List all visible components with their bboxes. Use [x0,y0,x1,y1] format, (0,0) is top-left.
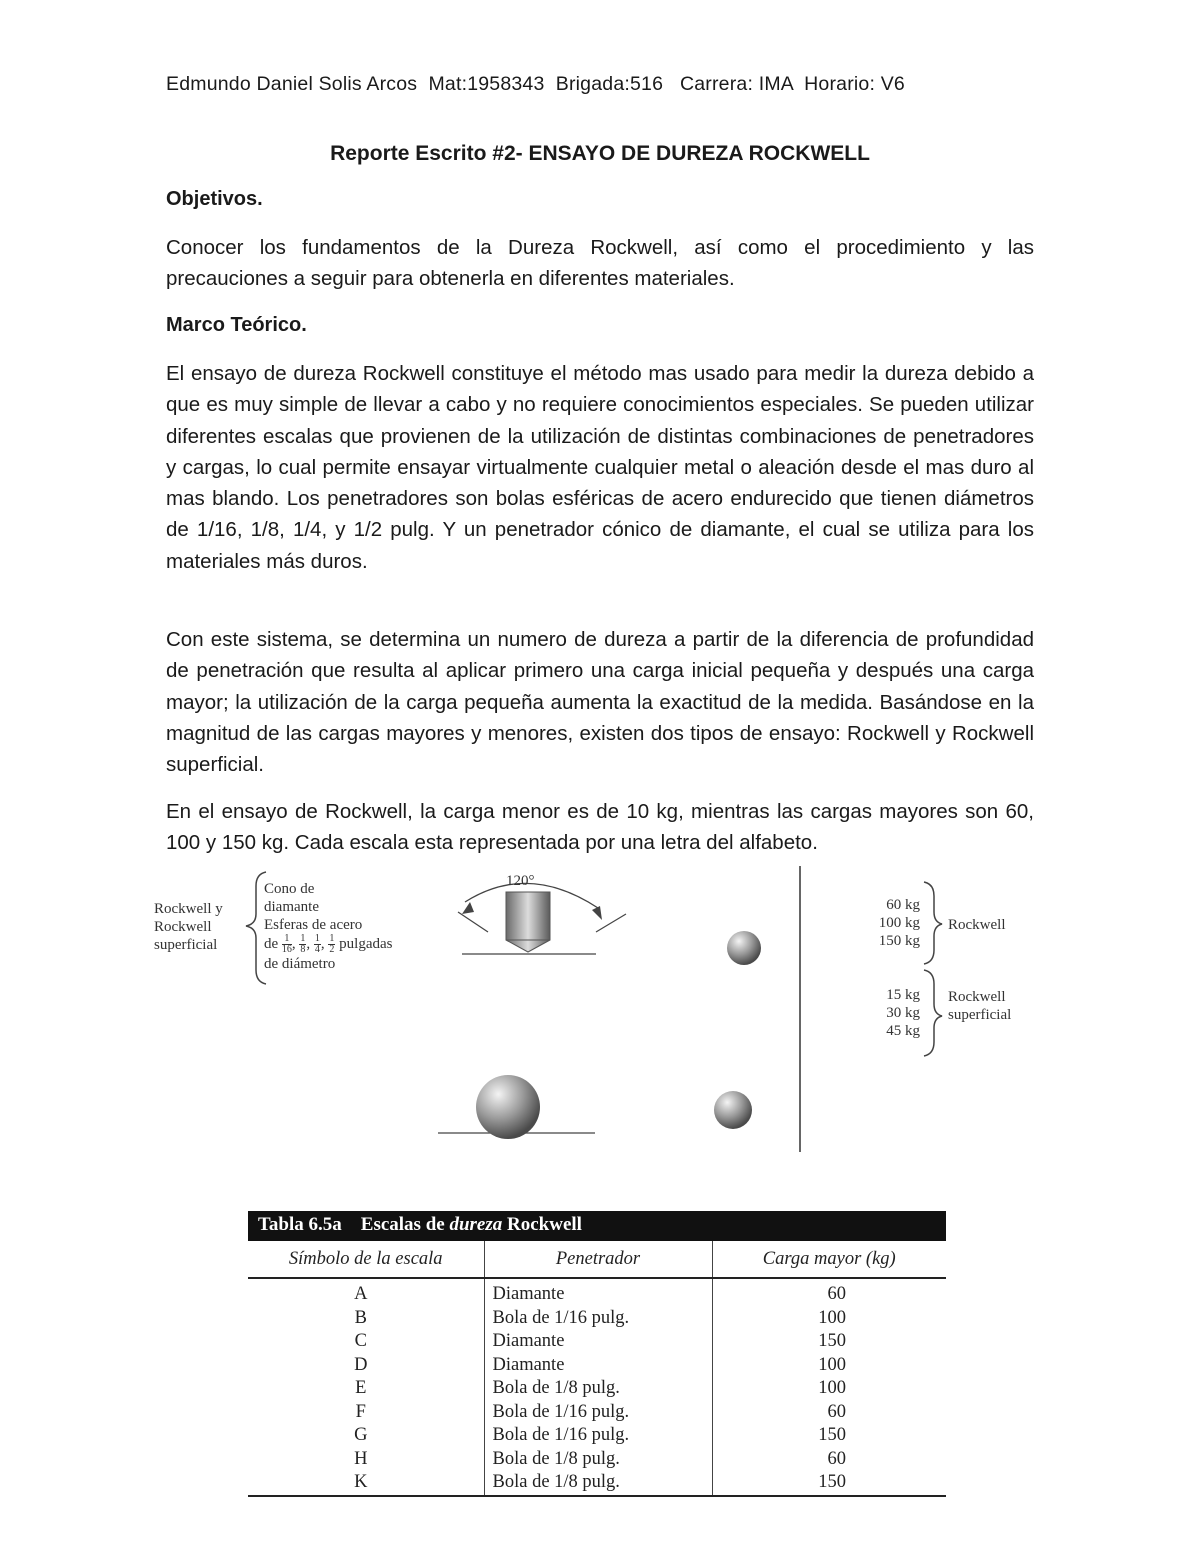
marco-paragraph-1: El ensayo de dureza Rockwell constituye el método mas usado para medir la dureza debido a que es muy simple de llevar a cabo y no requiere conocimientos especiales. Se pueden utilizar diferentes escalas que provienen de la utilización de distintas combinaciones de penetradores y cargas, lo cual permite ensayar virtualmente cualquier metal o aleación desde el mas duro al mas blando. Los penetradores son bolas esféricas de acero endurecido que tienen diámetros de 1/16, 1/8, 1/4, y 1/2 pulg. Y un penetrador cónico de diamante, el cual se utiliza para los materiales más duros. [166,362,1034,573]
fraction-1-16: $\frac{1}{16}$ [281,933,292,955]
table-row [248,1278,946,1307]
table-row [248,1307,946,1331]
superficial-load-15: 15 kg [886,987,920,1003]
penetrator-cell: Bola de 1/16 pulg. [484,1424,712,1448]
header-symbol: Símbolo de la escala [248,1241,484,1278]
load-cell: 150 [712,1424,946,1448]
superficial-load-45: 45 kg [886,1023,920,1039]
penetrator-cell: Bola de 1/16 pulg. [484,1401,712,1425]
figure-left-label [154,900,223,954]
table-caption-pre: Escalas de [360,1214,450,1235]
penetrator-cell: Diamante [484,1330,712,1354]
table-row [248,1471,946,1496]
superficial-label-1: Rockwell [948,989,1006,1005]
fraction-1-4: $\frac{1}{4}$ [314,933,320,955]
penetrator-cell: Diamante [484,1278,712,1307]
header-penetrator: Penetrador [484,1241,712,1278]
fractions-line: de $\frac{1}{16}$ , $\frac{1}{8}$ , $\frac{1}{4}$ , $\frac{1}{2}$ pulgadas [264,933,393,955]
angle-label: 120° [506,873,535,889]
table-body [248,1278,946,1496]
load-cell: 60 [712,1401,946,1425]
rockwell-load-60: 60 kg [886,897,920,913]
cone-label-2: diamante [264,899,319,915]
table-header-row [248,1241,946,1278]
scale-symbol-cell: H [354,1448,368,1469]
scale-symbol-cell: K [354,1472,368,1492]
medium-ball [714,1091,752,1129]
scale-symbol-cell: C [354,1331,367,1351]
left-label-line-1: Rockwell y [154,901,223,917]
penetrator-cell: Bola de 1/8 pulg. [484,1377,712,1401]
penetrator-cell: Bola de 1/8 pulg. [484,1448,712,1472]
rockwell-figure [140,862,1040,1162]
left-label-line-3: superficial [154,937,218,953]
rockwell-brace [924,882,942,964]
small-ball-top [727,931,761,965]
rockwell-load-150: 150 kg [878,933,920,949]
pulgadas-label: pulgadas [339,935,393,952]
table-row [248,1377,946,1401]
left-brace [246,872,266,984]
scale-symbol-cell: D [354,1354,368,1375]
table-caption-post: Rockwell [502,1214,582,1235]
table-row [248,1448,946,1472]
marco-teorico-heading: Marco Teórico. [166,314,307,336]
scale-symbol-cell: A [354,1284,368,1304]
rockwell-type-label: Rockwell [948,917,1006,933]
load-cell: 100 [712,1377,946,1401]
table-caption-italic: dureza [449,1214,503,1235]
large-ball [438,1075,595,1139]
load-cell: 150 [712,1471,946,1496]
penetrator-cell: Bola de 1/16 pulg. [484,1307,712,1331]
diametro-label: de diámetro [264,956,336,972]
student-info-line: Edmundo Daniel Solis Arcos Mat:1958343 Brigada:516 Carrera: IMA Horario: V6 [166,73,905,95]
rockwell-scales-table [248,1211,946,1497]
de-label: de [264,935,279,952]
rockwell-load-100: 100 kg [878,915,920,931]
scale-symbol-cell: F [355,1401,366,1422]
table-row [248,1401,946,1425]
cone-label-1: Cono de [264,881,315,897]
table-row [248,1354,946,1378]
load-cell: 60 [712,1448,946,1472]
table-caption [248,1211,946,1241]
spheres-label: Esferas de acero [264,917,363,933]
superficial-brace [924,970,942,1056]
marco-paragraph-3: En el ensayo de Rockwell, la carga menor es de 10 kg, mientras las cargas mayores son 60, 100 y 150 kg. Cada escala esta representada por una letra del alfabeto. [166,800,1034,855]
header-load: Carga mayor (kg) [712,1241,946,1278]
table-row [248,1424,946,1448]
table-caption-number: Tabla 6.5a [258,1214,342,1235]
scales-table [248,1241,946,1497]
objetivos-heading: Objetivos. [166,188,263,210]
scale-symbol-cell: G [354,1425,368,1445]
load-cell: 100 [712,1354,946,1378]
scale-symbol-cell: B [354,1307,367,1328]
load-cell: 150 [712,1330,946,1354]
superficial-loads [872,986,920,1040]
rockwell-loads [872,896,920,950]
figure-indenter-labels [264,880,393,973]
load-cell: 60 [712,1278,946,1307]
superficial-label-2: superficial [948,1007,1012,1023]
marco-paragraph-2: Con este sistema, se determina un numero de dureza a partir de la diferencia de profundidad de penetración que resulta al aplicar primero una carga inicial pequeña y después una carga mayor; la utilización de la carga pequeña aumenta la exactitud de la medida. Basándose en la magnitud de las cargas mayores y menores, existen dos tipos de ensayo: Rockwell y Rockwell superficial. [166,628,1034,777]
table-row [248,1330,946,1354]
load-cell: 100 [712,1307,946,1331]
objetivos-paragraph: Conocer los fundamentos de la Dureza Rockwell, así como el procedimiento y las precauciones a seguir para obtenerla en diferentes materiales. [166,236,1034,291]
penetrator-cell: Diamante [484,1354,712,1378]
superficial-type-label [948,988,1011,1024]
diamond-cone-indenter [458,883,626,954]
report-title: Reporte Escrito #2- ENSAYO DE DUREZA ROCKWELL [330,142,870,165]
left-label-line-2: Rockwell [154,919,212,935]
scale-symbol-cell: E [355,1378,367,1398]
penetrator-cell: Bola de 1/8 pulg. [484,1471,712,1496]
fraction-1-2: $\frac{1}{2}$ [329,933,335,955]
fraction-1-8: $\frac{1}{8}$ [300,933,306,955]
superficial-load-30: 30 kg [886,1005,920,1021]
